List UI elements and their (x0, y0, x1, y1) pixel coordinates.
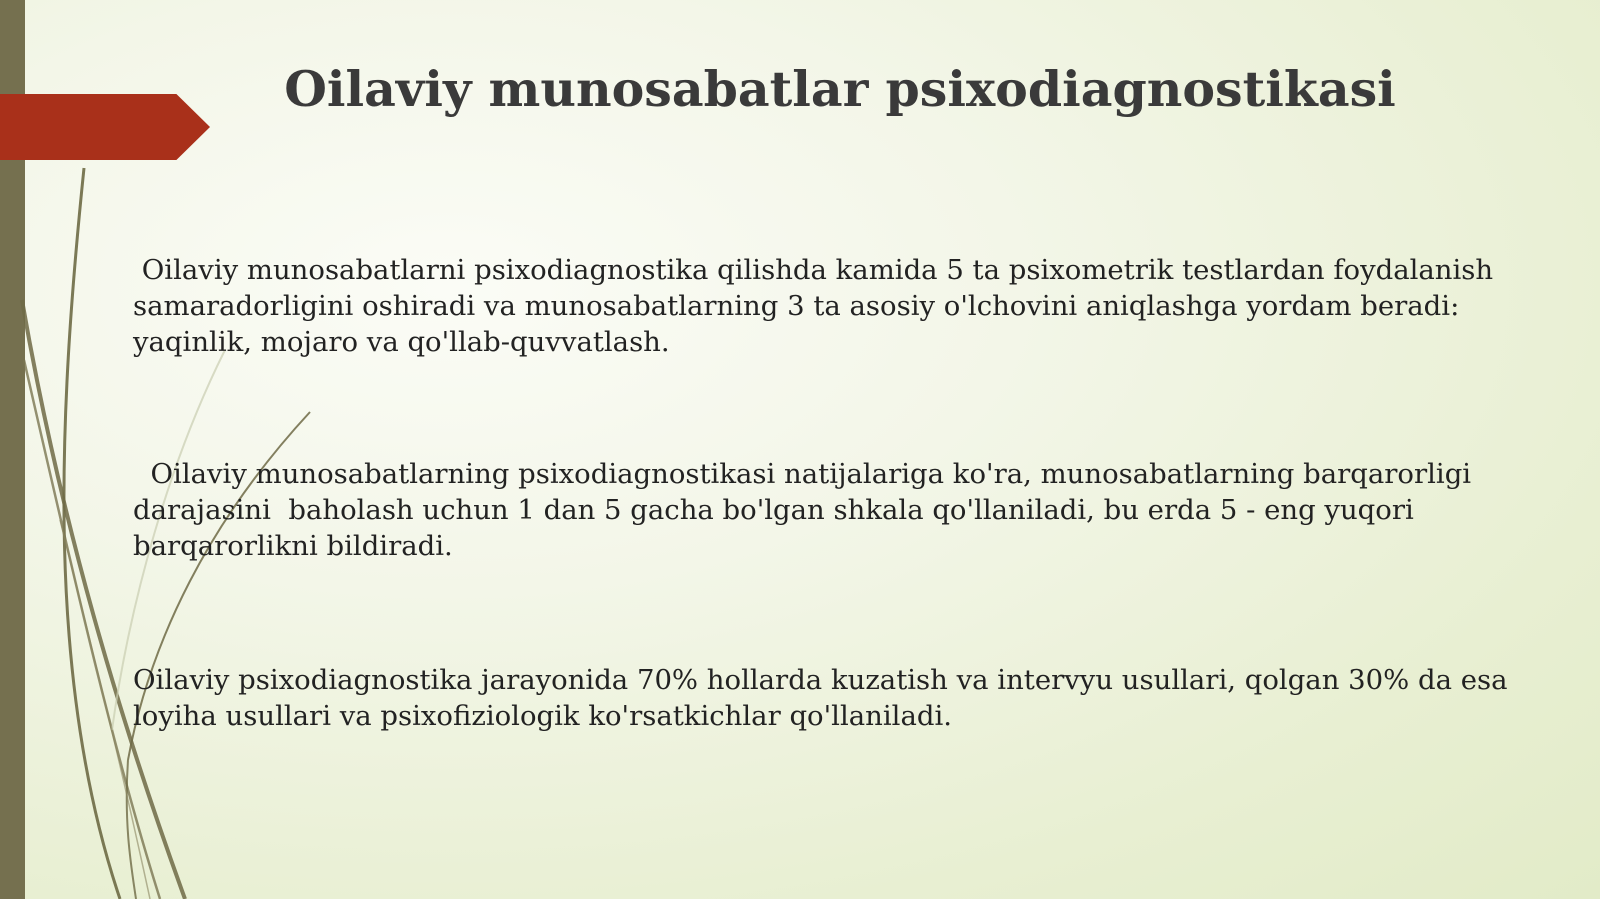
slide-title: Oilaviy munosabatlar psixodiagnostikasi (284, 60, 1396, 118)
paragraph-3: Oilaviy psixodiagnostika jarayonida 70% hollarda kuzatish va intervyu usullari, qolgan 30% da esa loyiha usullari va psixofiziologik ko'rsatkichlar qo'llaniladi. (133, 664, 1517, 732)
paragraph-2: Oilaviy munosabatlarning psixodiagnostikasi natijalariga ko'ra, munosabatlarning barqarorligi darajasini baholash uchun 1 dan 5 gacha bo'lgan shkala qo'llaniladi, bu erda 5 - eng yuqori barqarorlikni bildiradi. (133, 458, 1480, 562)
paragraph-1: Oilaviy munosabatlarni psixodiagnostika qilishda kamida 5 ta psixometrik testlardan foydalanish samaradorligini oshiradi va munosabatlarning 3 ta asosiy o'lchovini aniqlashga yordam beradi: yaqinlik, mojaro va qo'llab-quvvatlash. (133, 254, 1502, 358)
